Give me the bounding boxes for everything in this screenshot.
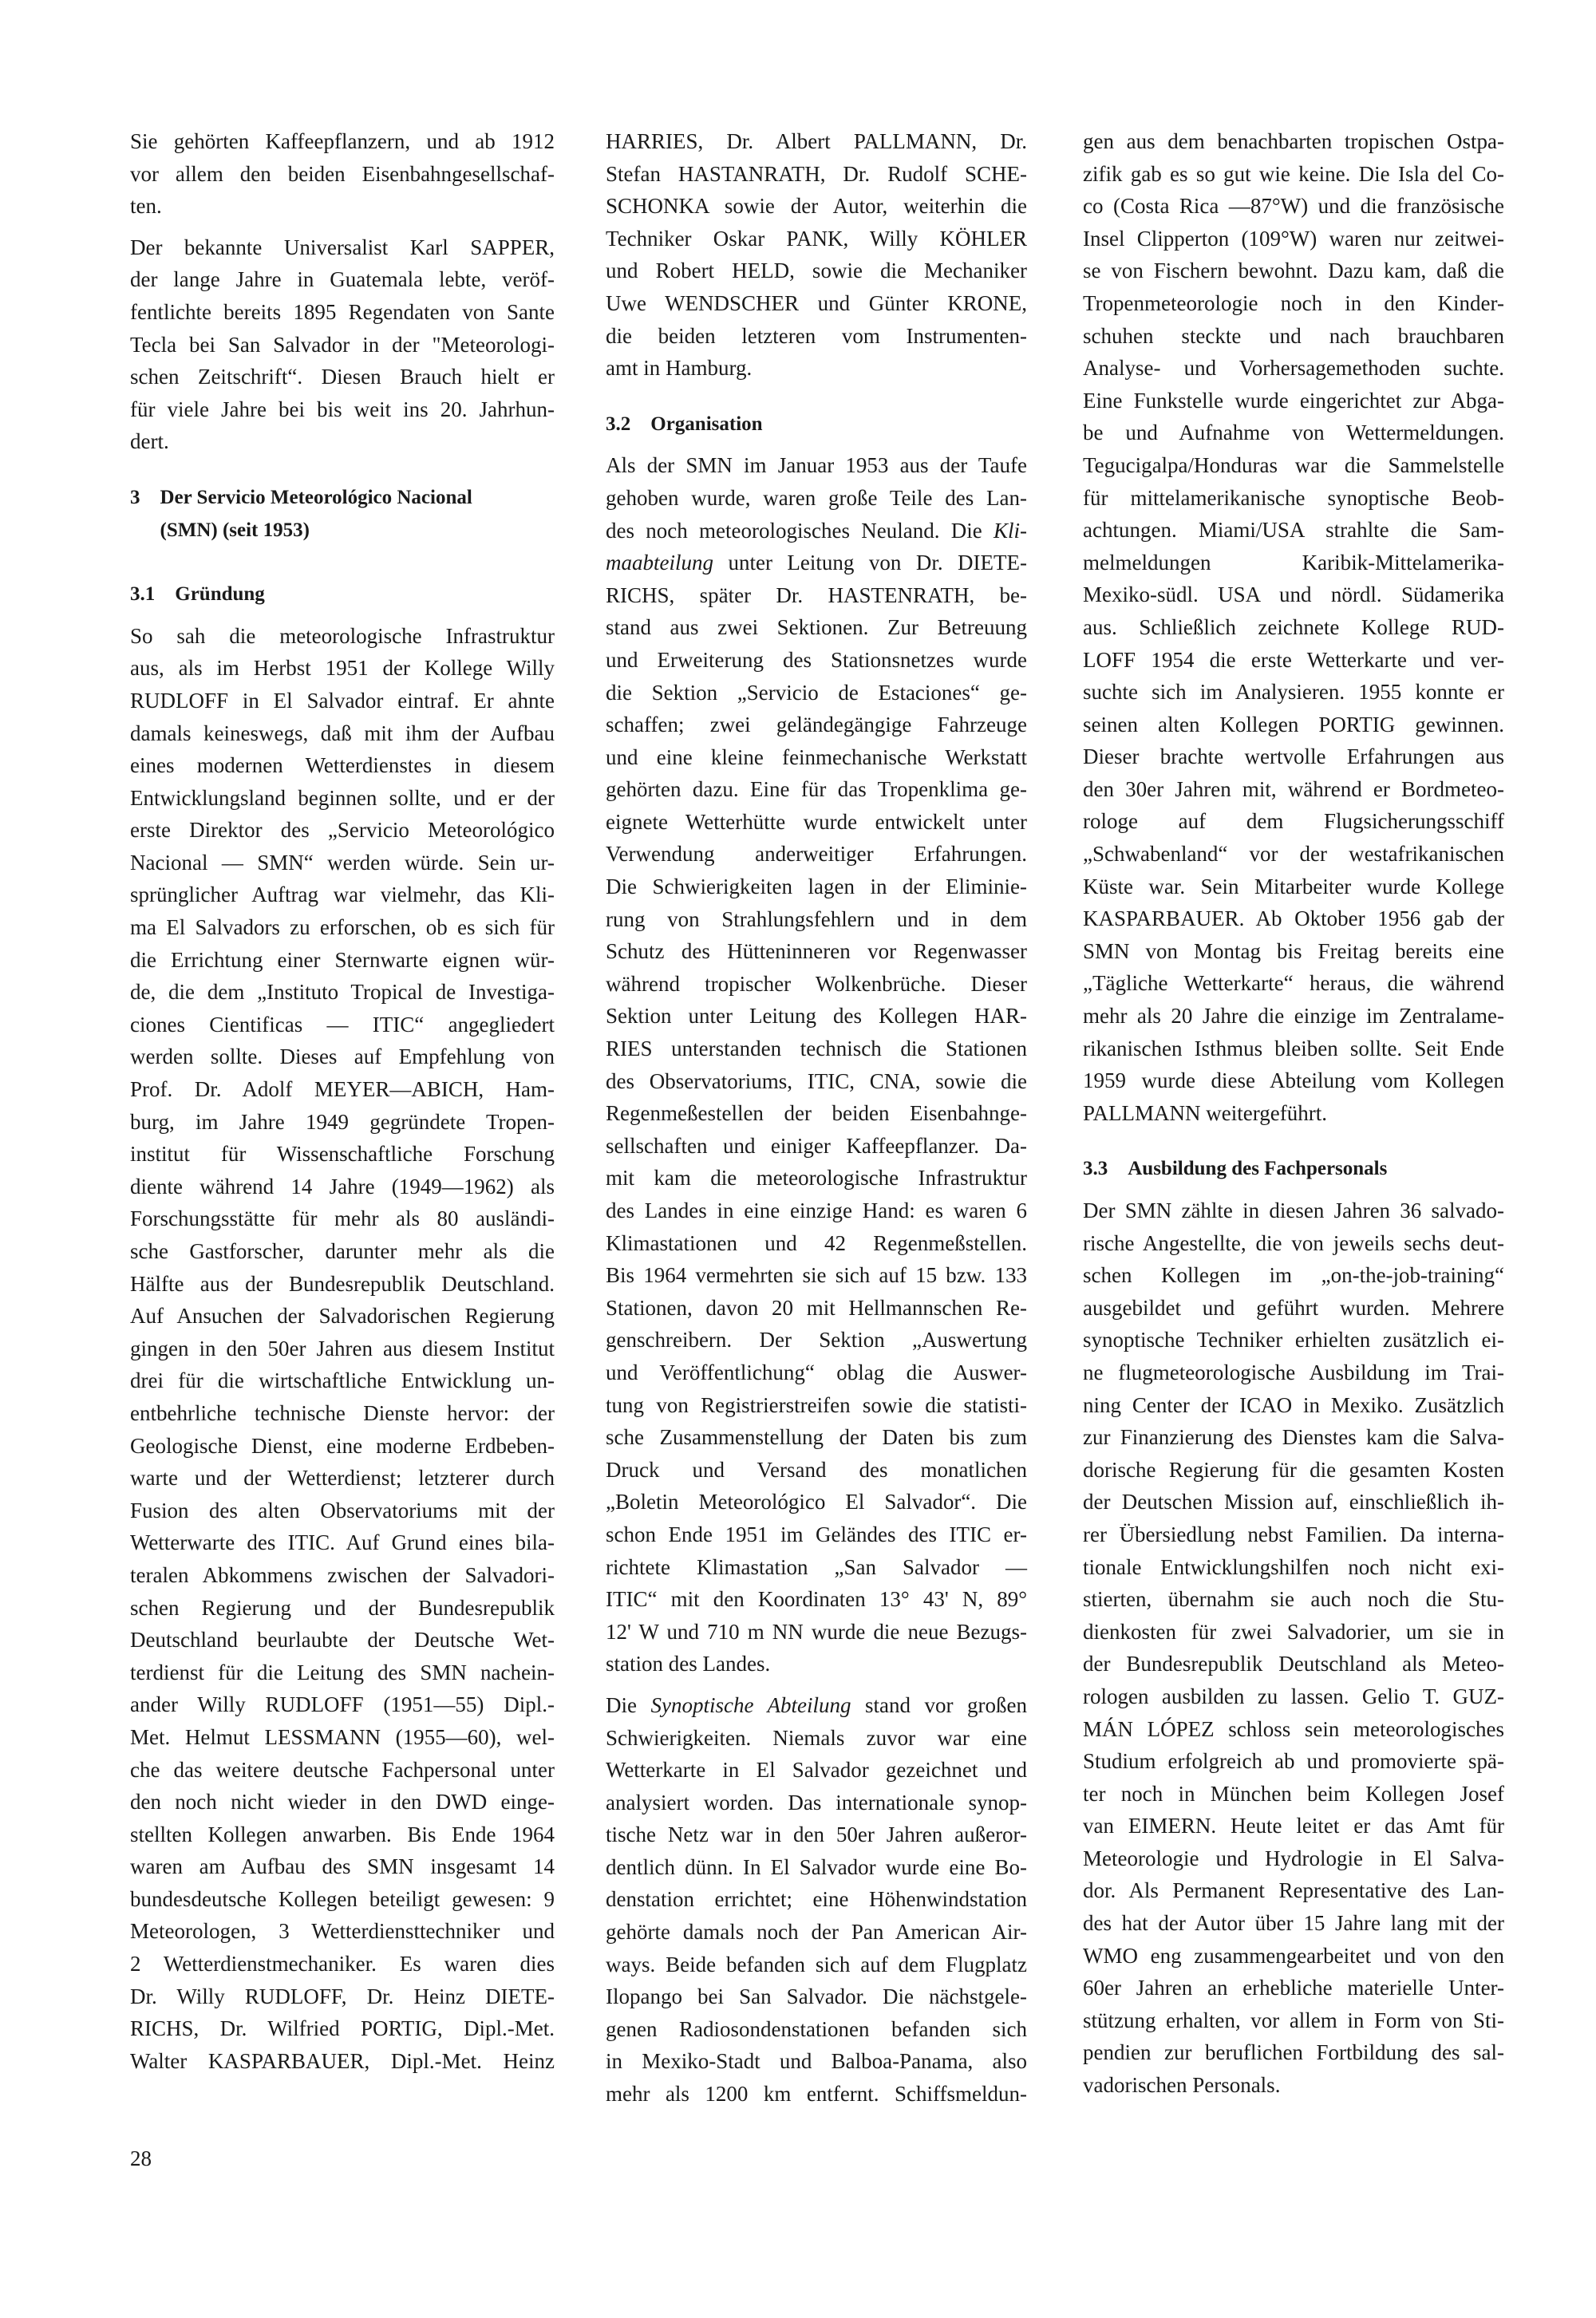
paragraph [1083, 1195, 1504, 2102]
text-line [606, 515, 1027, 547]
text-line: Fusion des alten Observatoriums mit der [130, 1498, 555, 1522]
text-line: van EIMERN. Heute leitet er das Amt für [1083, 1814, 1504, 1838]
text-line: RICHS, später Dr. HASTENRATH, be- [606, 582, 1027, 607]
text-line: Uwe WENDSCHER und Günter KRONE, [606, 290, 1027, 315]
text-line: Sektion unter Leitung des Kollegen HAR- [606, 1004, 1027, 1029]
text-line: RUDLOFF in El Salvador eintraf. Er ahnte [130, 688, 555, 713]
text-line: mit kam die meteorologische Infrastruktur [606, 1166, 1027, 1191]
text-line: schen Regierung und der Bundesrepublik [130, 1595, 555, 1620]
text-line: Sie gehörten Kaffeepflanzern, und ab 1912 [130, 129, 555, 153]
text-line: mehr als 20 Jahre die einzige im Zentralame- [1083, 1004, 1504, 1029]
text-line: Insel Clipperton (109°W) waren nur zeitwei- [1083, 226, 1504, 251]
text-line: warte und der Wetterdienst; letzterer durch [130, 1466, 555, 1491]
text-line: 12' W und 710 m NN wurde die neue Bezugs- [606, 1619, 1027, 1644]
text-line: dor. Als Permanent Representative des Lan- [1083, 1878, 1504, 1903]
text-line: genschreibern. Der Sektion „Auswertung [606, 1328, 1027, 1352]
text-line: MÁN LÓPEZ schloss sein meteorologisches [1083, 1716, 1504, 1741]
text-line: Analyse- und Vorhersagemethoden suchte. [1083, 356, 1504, 381]
text-line: suchte sich im Analysieren. 1955 konnte er [1083, 680, 1504, 705]
text-line: gingen in den 50er Jahren aus diesem Institut [130, 1336, 555, 1360]
text-line: melmeldungen Karibik-Mittelamerika- [1083, 550, 1504, 575]
text-line: mehr als 1200 km entfernt. Schiffsmeldun- [606, 2082, 1027, 2107]
text-column-3 [1083, 125, 1504, 2111]
text-line: burg, im Jahre 1949 gegründete Tropen- [130, 1109, 555, 1134]
text-line: schuhen steckte und nach brauchbaren [1083, 323, 1504, 348]
text-segment: unter Leitung von Dr. DIETE- [713, 551, 1027, 575]
text-line: für mittelamerikanische synoptische Beob- [1083, 485, 1504, 510]
text-line: Dr. Willy RUDLOFF, Dr. Heinz DIETE- [130, 1984, 555, 2008]
text-line: Schutz des Hütteninneren vor Regenwasser [606, 939, 1027, 964]
text-segment: Die [606, 1692, 651, 1717]
text-line: und Robert HELD, sowie die Mechaniker [606, 259, 1027, 283]
text-line: werden sollte. Dieses auf Empfehlung von [130, 1044, 555, 1069]
text-segment: des noch meteorologisches Neuland. Die [606, 518, 994, 543]
text-line: pendien zur beruflichen Fortbildung des sal- [1083, 2040, 1504, 2065]
text-line: dert. [130, 429, 169, 454]
text-line: genen Radiosondenstationen befanden sich [606, 2016, 1027, 2041]
text-line: sche Gastforscher, darunter mehr als die [130, 1239, 555, 1263]
text-line: Wetterwarte des ITIC. Auf Grund eines bila- [130, 1530, 555, 1555]
text-line: diente während 14 Jahre (1949—1962) als [130, 1174, 555, 1198]
text-line: Studium erfolgreich ab und promovierte spä- [1083, 1749, 1504, 1774]
paragraph [1083, 125, 1504, 1129]
text-line: RIES unterstanden technisch die Stationen [606, 1037, 1027, 1061]
section-heading [1083, 1153, 1504, 1186]
text-line: SCHONKA sowie der Autor, weiterhin die [606, 194, 1027, 219]
section-heading [606, 409, 1027, 441]
text-line: KASPARBAUER. Ab Oktober 1956 gab der [1083, 906, 1504, 931]
text-line: und Veröffentlichung“ oblag die Auswer- [606, 1360, 1027, 1384]
text-line: achtungen. Miami/USA strahlte die Sam- [1083, 518, 1504, 543]
text-line: der Deutschen Mission auf, einschließlich ih- [1083, 1490, 1504, 1514]
text-line: Bis 1964 vermehrten sie sich auf 15 bzw. 133 [606, 1263, 1027, 1288]
text-line: denstation errichtet; eine Höhenwindstation [606, 1887, 1027, 1912]
text-line: gehörte damals noch der Pan American Air- [606, 1920, 1027, 1945]
italic-text: Kli- [993, 518, 1027, 543]
text-line: Meteorologie und Hydrologie in El Salva- [1083, 1846, 1504, 1870]
text-line: die beiden letzteren vom Instrumenten- [606, 323, 1027, 348]
text-line: den 30er Jahren mit, während er Bordmeteo- [1083, 776, 1504, 801]
text-line: Druck und Versand des monatlichen [606, 1457, 1027, 1482]
text-line: während tropischer Wolkenbrüche. Dieser [606, 971, 1027, 996]
text-line: eignete Wetterhütte wurde entwickelt unter [606, 809, 1027, 834]
paragraph [606, 449, 1027, 1680]
text-line: Dieser brachte wertvolle Erfahrungen aus [1083, 744, 1504, 769]
text-line: ITIC“ mit den Koordinaten 13° 43' N, 89° [606, 1587, 1027, 1612]
text-line: SMN von Montag bis Freitag bereits eine [1083, 938, 1504, 963]
text-line: Tecla bei San Salvador in der "Meteorologi- [130, 332, 555, 357]
text-line: erste Direktor des „Servicio Meteorológico [130, 818, 555, 843]
text-line: teralen Abkommens zwischen der Salvadori- [130, 1562, 555, 1587]
text-line: aus, als im Herbst 1951 der Kollege Willy [130, 656, 555, 681]
text-line: Entwicklungsland beginnen sollte, und er der [130, 785, 555, 810]
text-line: ausgebildet und geführt wurden. Mehrere [1083, 1295, 1504, 1320]
text-line: die Errichtung einer Sternwarte eignen wür- [130, 947, 555, 972]
text-line: Als der SMN im Januar 1953 aus der Taufe [606, 453, 1027, 478]
text-line: Forschungsstätte für mehr als 80 ausländi- [130, 1206, 555, 1231]
text-line [606, 1689, 1027, 1722]
text-line: 2 Wetterdienstmechaniker. Es waren dies [130, 1952, 555, 1976]
text-line: 1959 wurde diese Abteilung vom Kollegen [1083, 1068, 1504, 1093]
text-line: stützung erhalten, vor allem in Form von Sti- [1083, 2008, 1504, 2032]
text-line: Auf Ansuchen der Salvadorischen Regierung [130, 1304, 555, 1329]
text-line: drei für die wirtschaftliche Entwicklung un- [130, 1368, 555, 1393]
text-line: und Erweiterung des Stationsnetzes wurde [606, 647, 1027, 672]
text-line: Klimastationen und 42 Regenmeßstellen. [606, 1230, 1027, 1255]
text-line: Ilopango bei San Salvador. Die nächstgele- [606, 1984, 1027, 2009]
text-line: de, die dem „Instituto Tropical de Investiga- [130, 980, 555, 1005]
text-line: schen Kollegen im „on-the-job-training“ [1083, 1263, 1504, 1288]
text-line: 3.2 Organisation [606, 413, 763, 435]
text-line: ne flugmeteorologische Ausbildung im Trai- [1083, 1360, 1504, 1384]
text-line: stierten, übernahm sie auch noch die Stu- [1083, 1587, 1504, 1612]
text-line: der lange Jahre in Guatemala lebte, veröf- [130, 267, 555, 292]
text-line: die Sektion „Servicio de Estaciones“ ge- [606, 680, 1027, 705]
text-line: Stefan HASTANRATH, Dr. Rudolf SCHE- [606, 161, 1027, 186]
text-line: des hat der Autor über 15 Jahre lang mit der [1083, 1911, 1504, 1936]
text-line: Schwierigkeiten. Niemals zuvor war eine [606, 1725, 1027, 1750]
text-line: tische Netz war in den 50er Jahren außeror- [606, 1822, 1027, 1847]
text-line: in Mexiko-Stadt und Balboa-Panama, also [606, 2049, 1027, 2074]
text-line: ander Willy RUDLOFF (1951—55) Dipl.- [130, 1692, 555, 1717]
text-line: ning Center der ICAO in Mexiko. Zusätzlich [1083, 1392, 1504, 1417]
paragraph [130, 125, 555, 223]
text-line: HARRIES, Dr. Albert PALLMANN, Dr. [606, 129, 1027, 153]
text-line: der Bundesrepublik Deutschland als Meteo- [1083, 1652, 1504, 1676]
text-line: Küste war. Sein Mitarbeiter wurde Kollege [1083, 874, 1504, 898]
text-line: für viele Jahre bei bis weit ins 20. Jahrhun- [130, 397, 555, 421]
text-line: PALLMANN weitergeführt. [1083, 1100, 1327, 1125]
paragraph [606, 125, 1027, 385]
text-line: rung von Strahlungsfehlern und in dem [606, 906, 1027, 931]
text-line: schaffen; zwei geländegängige Fahrzeuge [606, 713, 1027, 737]
text-line: che das weitere deutsche Fachpersonal unter [130, 1757, 555, 1782]
text-line: Nacional — SMN“ werden würde. Sein ur- [130, 850, 555, 875]
text-line: gehoben wurde, waren große Teile des Lan- [606, 485, 1027, 510]
text-line: rische Angestellte, die von jeweils sechs deut- [1083, 1230, 1504, 1255]
text-line: Der bekannte Universalist Karl SAPPER, [130, 235, 555, 259]
text-line: ways. Beide befanden sich auf dem Flugplatz [606, 1952, 1027, 1976]
text-line: Prof. Dr. Adolf MEYER—ABICH, Ham- [130, 1077, 555, 1102]
text-line: vor allem den beiden Eisenbahngesellschaf- [130, 161, 555, 186]
text-line: Tegucigalpa/Honduras war die Sammelstelle [1083, 452, 1504, 477]
text-line: LOFF 1954 die erste Wetterkarte und ver- [1083, 647, 1504, 672]
text-line: schon Ende 1951 im Geländes des ITIC er- [606, 1522, 1027, 1546]
text-line: analysiert worden. Das internationale synop- [606, 1790, 1027, 1815]
text-line: bundesdeutsche Kollegen beteiligt gewesen: 9 [130, 1886, 555, 1911]
text-line: RICHS, Dr. Wilfried PORTIG, Dipl.-Met. [130, 2016, 555, 2041]
text-line: Tropenmeteorologie noch in den Kinder- [1083, 290, 1504, 315]
text-line: Mexiko-südl. USA und nördl. Südamerika [1083, 582, 1504, 607]
text-line: rikanischen Isthmus bleiben sollte. Seit Ende [1083, 1036, 1504, 1060]
text-line: Walter KASPARBAUER, Dipl.-Met. Heinz [130, 2048, 555, 2073]
text-line: 3.1 Gründung [130, 583, 265, 606]
text-column-2 [606, 125, 1027, 2119]
text-line: aus. Schließlich zeichnete Kollege RUD- [1083, 614, 1504, 639]
text-line: institut für Wissenschaftliche Forschung [130, 1142, 555, 1167]
text-line: „Tägliche Wetterkarte“ heraus, die während [1083, 971, 1504, 996]
text-line: rologen ausbilden zu lassen. Gelio T. GUZ- [1083, 1684, 1504, 1708]
text-line: richtete Klimastation „San Salvador — [606, 1554, 1027, 1579]
text-line: rologe auf dem Flugsicherungsschiff [1083, 809, 1504, 834]
text-line: zifik gab es so gut wie keine. Die Isla del Co- [1083, 161, 1504, 186]
page-number: 28 [130, 2146, 152, 2170]
italic-text: maabteilung [606, 551, 713, 575]
text-line: ma El Salvadors zu erforschen, ob es sich für [130, 915, 555, 940]
paragraph [130, 620, 555, 2078]
text-line: Geologische Dienst, eine moderne Erdbeben- [130, 1433, 555, 1458]
text-line: dentlich dünn. In El Salvador wurde eine Bo- [606, 1854, 1027, 1879]
paragraph [130, 231, 555, 458]
text-line: ter noch in München beim Kollegen Josef [1083, 1781, 1504, 1806]
text-line: Der SMN zählte in diesen Jahren 36 salvado- [1083, 1198, 1504, 1222]
text-line: Eine Funkstelle wurde eingerichtet zur Abga- [1083, 388, 1504, 413]
text-line: Hälfte aus der Bundesrepublik Deutschland. [130, 1271, 555, 1296]
text-line: Meteorologen, 3 Wetterdiensttechniker und [130, 1919, 555, 1944]
text-line: 3 Der Servicio Meteorológico Nacional [130, 486, 472, 508]
text-line: waren am Aufbau des SMN insgesamt 14 [130, 1854, 555, 1879]
text-line: seinen alten Kollegen PORTIG gewinnen. [1083, 712, 1504, 736]
text-line: WMO eng zusammengearbeitet und von den [1083, 1943, 1504, 1968]
text-line: Deutschland beurlaubte der Deutsche Wet- [130, 1628, 555, 1653]
text-line: eines modernen Wetterdienstes in diesem [130, 753, 555, 778]
text-column-1 [130, 125, 555, 2086]
text-line: gen aus dem benachbarten tropischen Ostpa- [1083, 129, 1504, 153]
text-line: „Schwabenland“ vor der westafrikanischen [1083, 842, 1504, 867]
text-line: ciones Cientificas — ITIC“ angegliedert [130, 1012, 555, 1037]
text-line: den noch nicht wieder in den DWD einge- [130, 1790, 555, 1815]
text-line: sche Zusammenstellung der Daten bis zum [606, 1425, 1027, 1450]
text-line: entbehrliche technische Dienste hervor: der [130, 1400, 555, 1425]
text-line: tionale Entwicklungshilfen noch nicht exi- [1083, 1554, 1504, 1579]
text-line: rer Übersiedlung nebst Familien. Da interna- [1083, 1522, 1504, 1546]
text-line: sellschaften und einiger Kaffeepflanzer. Da- [606, 1133, 1027, 1158]
text-line: Die Schwierigkeiten lagen in der Eliminie- [606, 875, 1027, 899]
text-line: des Observatoriums, ITIC, CNA, sowie die [606, 1068, 1027, 1093]
text-line: be und Aufnahme von Wettermeldungen. [1083, 421, 1504, 445]
text-line: synoptische Techniker erhielten zusätzlich ei- [1083, 1328, 1504, 1352]
text-line: co (Costa Rica —87°W) und die französische [1083, 194, 1504, 219]
text-line: schen Zeitschrift“. Diesen Brauch hielt er [130, 365, 555, 389]
text-line: Met. Helmut LESSMANN (1955—60), wel- [130, 1724, 555, 1749]
text-line: tung von Registrierstreifen sowie die statisti- [606, 1392, 1027, 1417]
text-line: Verwendung anderweitiger Erfahrungen. [606, 842, 1027, 867]
text-line: vadorischen Personals. [1083, 2073, 1281, 2098]
text-line: und eine kleine feinmechanische Werkstatt [606, 744, 1027, 769]
text-line: stellten Kollegen anwarben. Bis Ende 1964 [130, 1822, 555, 1846]
text-line: (SMN) (seit 1953) [130, 519, 310, 541]
text-line: 3.3 Ausbildung des Fachpersonals [1083, 1158, 1388, 1180]
text-line: fentlichte bereits 1895 Regendaten von Sante [130, 299, 555, 324]
text-line: Wetterkarte in El Salvador gezeichnet und [606, 1758, 1027, 1783]
text-line: So sah die meteorologische Infrastruktur [130, 623, 555, 648]
text-line: dienkosten für zwei Salvadorier, um sie in [1083, 1619, 1504, 1644]
text-line: damals keineswegs, daß mit ihm der Aufbau [130, 721, 555, 745]
text-line: ten. [130, 194, 162, 219]
text-line: 60er Jahren an erhebliche materielle Unter- [1083, 1976, 1504, 2000]
text-line: gehörten dazu. Eine für das Tropenklima ge- [606, 777, 1027, 802]
text-line: sprünglicher Auftrag war vielmehr, das Kli- [130, 883, 555, 907]
text-line: Techniker Oskar PANK, Willy KÖHLER [606, 226, 1027, 251]
text-line: se von Fischern bewohnt. Dazu kam, daß die [1083, 259, 1504, 283]
paragraph [606, 1689, 1027, 2111]
text-line: Stationen, davon 20 mit Hellmannschen Re- [606, 1295, 1027, 1320]
italic-text: Synoptische Abteilung [650, 1692, 851, 1717]
text-line: amt in Hamburg. [606, 356, 753, 381]
text-line: „Boletin Meteorológico El Salvador“. Die [606, 1490, 1027, 1514]
text-line [606, 547, 1027, 579]
text-segment: stand vor großen [851, 1692, 1027, 1717]
text-line: stand aus zwei Sektionen. Zur Betreuung [606, 615, 1027, 640]
section-heading [130, 482, 555, 547]
text-line: Regenmeßestellen der beiden Eisenbahnge- [606, 1101, 1027, 1126]
text-line: zur Finanzierung des Dienstes kam die Salva- [1083, 1425, 1504, 1450]
text-line: des Landes in eine einzige Hand: es waren 6 [606, 1198, 1027, 1222]
text-line: station des Landes. [606, 1652, 771, 1676]
text-line: dorische Regierung für die gesamten Kosten [1083, 1457, 1504, 1482]
text-line: terdienst für die Leitung des SMN nachein- [130, 1660, 555, 1684]
section-heading [130, 579, 555, 611]
